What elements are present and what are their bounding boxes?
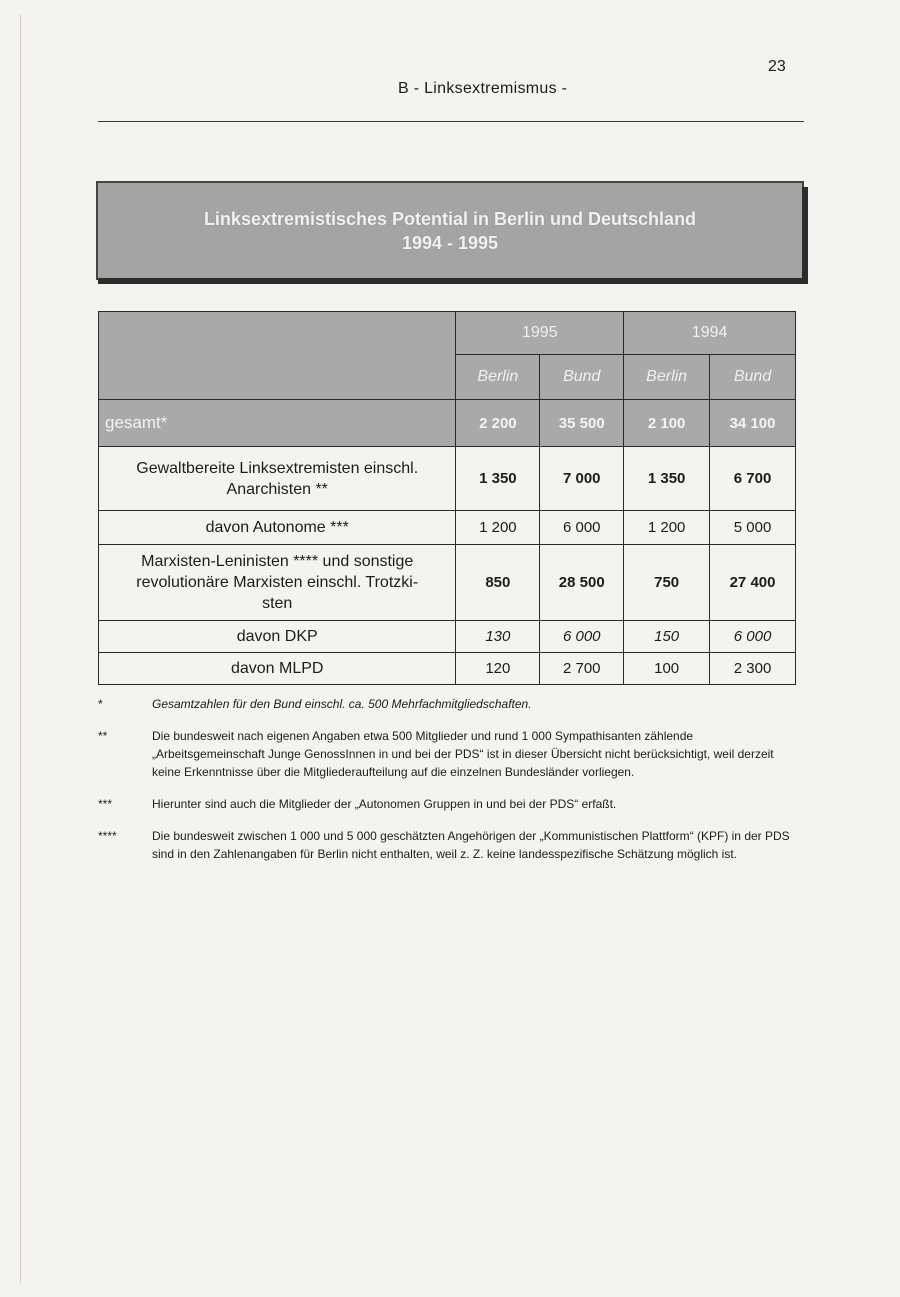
header-berlin-1995: Berlin — [456, 355, 540, 400]
cell-value: 2 100 — [624, 400, 710, 447]
table-title-years: 1994 - 1995 — [401, 232, 499, 253]
page-number: 23 — [768, 58, 786, 75]
page-edge-line — [20, 14, 21, 1284]
running-head: B - Linksextremismus - — [398, 80, 568, 97]
footnote-mark: * — [98, 697, 103, 711]
cell-value: 2 300 — [710, 653, 796, 685]
row-label — [99, 545, 456, 621]
footnote — [98, 695, 798, 713]
cell-value: 2 700 — [540, 653, 624, 685]
cell-value: 1 350 — [456, 447, 540, 511]
row-label-line: revolutionäre Marxisten einschl. Trotzki- — [136, 574, 419, 591]
footnote — [98, 795, 798, 813]
header-row-years — [99, 312, 796, 355]
row-label-line: Gewaltbereite Linksextremisten einschl. — [136, 459, 419, 477]
cell-value: 7 000 — [540, 447, 624, 511]
table-row — [99, 545, 796, 621]
table-title-box — [96, 181, 804, 280]
footnote — [98, 827, 798, 863]
cell-value: 2 200 — [456, 400, 540, 447]
footnote-mark: *** — [98, 797, 113, 811]
footnote-text: Die bundesweit zwischen 1 000 und 5 000 geschätzten Angehörigen der „Kommunistischen Plattform“ (KPF) in der PDS sind in den Zahlenangaben für Berlin nicht enthalten, weil z. Z. keine landesspezifische Schätzung möglich ist. — [152, 829, 790, 861]
cell-value: 27 400 — [710, 545, 796, 621]
row-label: davon Autonome *** — [99, 511, 456, 545]
cell-value: 120 — [456, 653, 540, 685]
cell-value: 150 — [624, 621, 710, 653]
row-label: davon MLPD — [99, 653, 456, 685]
table-row — [99, 447, 796, 511]
cell-value: 6 700 — [710, 447, 796, 511]
row-label: davon DKP — [99, 621, 456, 653]
table-row — [99, 511, 796, 545]
row-label — [99, 447, 456, 511]
row-label-gesamt: gesamt* — [99, 400, 456, 447]
footnote — [98, 727, 798, 781]
cell-value: 750 — [624, 545, 710, 621]
row-label-line: Marxisten-Leninisten **** und sonstige — [141, 553, 414, 570]
cell-value: 6 000 — [540, 511, 624, 545]
cell-value: 130 — [456, 621, 540, 653]
header-bund-1994: Bund — [710, 355, 796, 400]
table-row-gesamt — [99, 400, 796, 447]
table-row — [99, 621, 796, 653]
cell-value: 850 — [456, 545, 540, 621]
header-bund-1995: Bund — [540, 355, 624, 400]
cell-value: 28 500 — [540, 545, 624, 621]
cell-value: 1 200 — [456, 511, 540, 545]
header-year-1995: 1995 — [456, 312, 624, 355]
header-rule — [98, 121, 804, 122]
potential-table — [98, 311, 796, 685]
cell-value: 5 000 — [710, 511, 796, 545]
footnote-text: Gesamtzahlen für den Bund einschl. ca. 500 Mehrfachmitgliedschaften. — [152, 697, 532, 711]
cell-value: 6 000 — [710, 621, 796, 653]
cell-value: 1 200 — [624, 511, 710, 545]
cell-value: 35 500 — [540, 400, 624, 447]
table-row — [99, 653, 796, 685]
cell-value: 6 000 — [540, 621, 624, 653]
cell-value: 100 — [624, 653, 710, 685]
footnotes — [98, 695, 798, 877]
header-berlin-1994: Berlin — [624, 355, 710, 400]
row-label-line: Anarchisten ** — [226, 480, 328, 498]
row-label-line: sten — [262, 595, 293, 612]
header-corner — [99, 312, 456, 400]
footnote-text: Hierunter sind auch die Mitglieder der „Autonomen Gruppen in und bei der PDS“ erfaßt. — [152, 797, 617, 811]
footnote-mark: **** — [98, 829, 117, 843]
footnote-text: Die bundesweit nach eigenen Angaben etwa 500 Mitglieder und rund 1 000 Sympathisanten zählende „Arbeitsgemeinschaft Junge GenossInnen in und bei der PDS“ ist in dieser Übersicht nicht berücksichtigt, weil derzeit keine Erkenntnisse über die Mitgliederaufteilung auf die einzelnen Bundesländer vorliegen. — [152, 729, 774, 779]
header-year-1994: 1994 — [624, 312, 796, 355]
cell-value: 1 350 — [624, 447, 710, 511]
cell-value: 34 100 — [710, 400, 796, 447]
table-title: Linksextremistisches Potential in Berlin und Deutschland — [203, 208, 697, 229]
footnote-mark: ** — [98, 729, 108, 743]
